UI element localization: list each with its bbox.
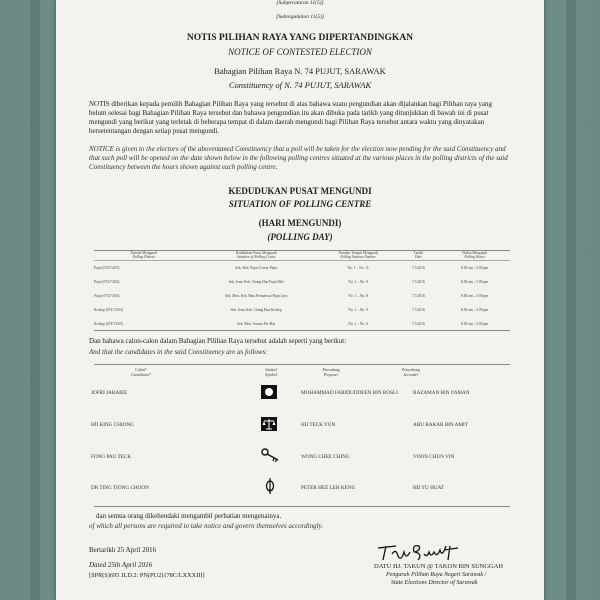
dated-my: Bertarikh 25 April 2016 (89, 546, 157, 554)
candidate-proposer: HII TECK YUN (301, 422, 336, 428)
board-frame-left (30, 0, 40, 600)
candidate-seconder: VOON CHUN VIN (413, 454, 455, 460)
header-seconder: Penyokong Seconder (402, 367, 420, 377)
cell-district: Krokop (074/74/05) (94, 322, 123, 326)
table-row (94, 275, 510, 289)
division-en: Constituency of N. 74 PUJUT, SARAWAK (228, 80, 372, 90)
cell-date: 7.5.2016 (412, 322, 425, 326)
cell-centre: Sek. Jenis Keb. Chung Hua Pujut Miri (228, 280, 284, 284)
candidate-proposer: PETER HEE LEH KENG (301, 485, 356, 491)
candidate-proposer: WONG CHEE CHING (301, 454, 350, 460)
key-symbol-icon (261, 448, 281, 462)
candidate-proposer: MOHAMMAD FARIDUDDEEN BIN ROSLI (301, 390, 398, 396)
cell-date: 7.5.2016 (412, 280, 425, 284)
cell-district: Krokop (074/74/04) (94, 308, 123, 312)
cell-stations: No. 1 – No. 9 (348, 280, 368, 284)
polling-day-en: (POLLING DAY) (267, 232, 333, 242)
table-row (94, 261, 510, 276)
flame-symbol-icon (263, 478, 283, 492)
polling-day-my: (HARI MENGUNDI) (258, 218, 342, 228)
candidates-intro-en: And that the candidates in the said Constituency are as follows: (89, 348, 268, 356)
candidate-name: DR TING TIONG CHOON (91, 485, 149, 491)
table-row (94, 303, 510, 317)
header-candidate: Calon* Candidates* (130, 367, 152, 377)
signatory-title-my: Pengarah Pilihan Raya Negeri Sarawak / (386, 572, 487, 578)
cell-stations: No. 1 – No. 9 (348, 308, 368, 312)
candidate-seconder: HII YU HUAT (413, 485, 444, 491)
cell-hours: 8.00 am – 5.00 pm (461, 308, 489, 312)
cell-stations: No. 1 – No. 6 (348, 322, 368, 326)
title-en: NOTICE OF CONTESTED ELECTION (228, 47, 372, 57)
cell-hours: 8.00 am – 5.00 pm (461, 322, 489, 326)
header-date: Tarikh Date (398, 250, 440, 261)
header-proposer: Pencadang Proposer (322, 367, 340, 377)
section-title-en: SITUATION OF POLLING CENTRE (228, 199, 372, 209)
title-my: NOTIS PILIHAN RAYA YANG DIPERTANDINGKAN (186, 33, 414, 43)
cell-centre: Sek. Men. Keb. Batu Permaisuri Pujut Jaya (225, 294, 288, 298)
cell-hours: 8.00 am – 5.00 pm (461, 280, 489, 284)
closing-line-en: of which all persons are required to take notice and govern themselves accordingly. (89, 522, 323, 530)
header-district: Daerah Mengundi Polling District (94, 250, 194, 261)
header-symbol: Simbol Symbol (265, 367, 277, 377)
cell-district: Pujut (074/74/03) (94, 294, 120, 298)
candidate-seconder: ABU BAKAR BIN AMIT (413, 422, 468, 428)
reference-code: [SPR(S)695 JLD.2: PN(PU2)178C/LXXXIII] (89, 572, 205, 579)
cell-district: Pujut (074/74/01) (94, 266, 120, 270)
closing-line-my: dan semua orang dikehendaki mengambil perhatian mengenainya. (96, 512, 282, 520)
candidates-top-rule (94, 364, 510, 365)
header-centre: Kedudukan Pusat Mengundi Situation of Polling Centre (194, 250, 319, 261)
candidate-name: JOFRI JARAIEE (91, 390, 128, 396)
dated-en: Dated 25th April 2016 (89, 561, 153, 569)
cell-stations: No. 1 – No. 8 (348, 294, 368, 298)
table-header-row (94, 250, 510, 261)
cell-stations: No. 1 – No. 11 (347, 266, 369, 270)
cell-hours: 8.00 am – 5.00 pm (461, 266, 489, 270)
candidate-name: FONG PAU TECK (91, 454, 132, 460)
division-my: Bahagian Pilihan Raya N. 74 PUJUT, SARAWAK (214, 66, 386, 76)
cell-hours: 8.00 am – 5.00 pm (461, 294, 489, 298)
candidate-name: HII KING CHIONG (91, 422, 134, 428)
table-bottom-rule (94, 330, 510, 331)
notice-paragraph-my: NOTIS diberikan kepada pemilih Bahagian Pilihan Raya yang tersebut di atas bahawa suatu pengundian akan dijalankan bagi Pilihan raya yang belum selesai bagi Bahagian Pilihan Raya tersebut dan bahawa pengundian itu akan dibuka pada tarikh yang ditunjukkan di bawah ini di pusat mengundi yang berikut yang terletak di beberapa tempat di dalam daerah mengundi bagi Pilihan Raya tersebut antara waktu yang dinyatakan bersetentangan dengan setiap pusat mengundi. (89, 100, 492, 135)
cell-date: 7.5.2016 (412, 266, 425, 270)
board-frame-right (566, 0, 576, 600)
cell-centre: Sek. Men. Swasta Pei Min (237, 322, 276, 326)
cell-centre: Sek. Keb. Pujut Corner Pujut (235, 266, 278, 270)
subregulation-ref-en: [Subregulation 11(5)] (275, 14, 325, 20)
candidate-seconder: RAZAMAN BIN OSMAN (413, 390, 470, 396)
signatory-title-en: State Elections Director of Sarawak (391, 580, 478, 586)
header-hours: Waktu Mengundi Polling Hours (439, 250, 510, 261)
circle-symbol-icon (261, 385, 281, 399)
scales-symbol-icon (261, 417, 281, 431)
subregulation-ref-my: [Subperaturan 11(5)] (276, 0, 324, 6)
table-row (94, 289, 510, 303)
header-stations: Nombor Tempat Mengundi Polling Stations Number (319, 250, 398, 261)
cell-date: 7.5.2016 (412, 294, 425, 298)
cell-district: Pujut (074/74/02) (94, 280, 120, 284)
table-row (94, 317, 510, 331)
candidates-bottom-rule (94, 506, 510, 507)
notice-paragraph-en: NOTICE is given to the electors of the abovenamed Constituency that a poll will be taken for the election now pending for the said Constituency and that such poll will be opened on the date shown below in the following polling centres situated at the various places in the polling districts of the said Constituency between the hours shown against each polling centre. (89, 145, 508, 171)
candidates-intro-my: Dan bahawa calon-calon dalam Bahagian Pilihan Raya tersebut adalah seperti yang berikut: (89, 337, 347, 345)
notice-paper (56, 0, 544, 600)
signatory-name: DATU HJ. TAKUN @ TAKON BIN SUNGGAH (374, 563, 504, 570)
cell-date: 7.5.2016 (412, 308, 425, 312)
section-title-my: KEDUDUKAN PUSAT MENGUNDI (228, 186, 372, 196)
polling-centre-table (94, 250, 510, 331)
cell-centre: Sek. Jenis Keb. Chung Hua Krokop (230, 308, 282, 312)
